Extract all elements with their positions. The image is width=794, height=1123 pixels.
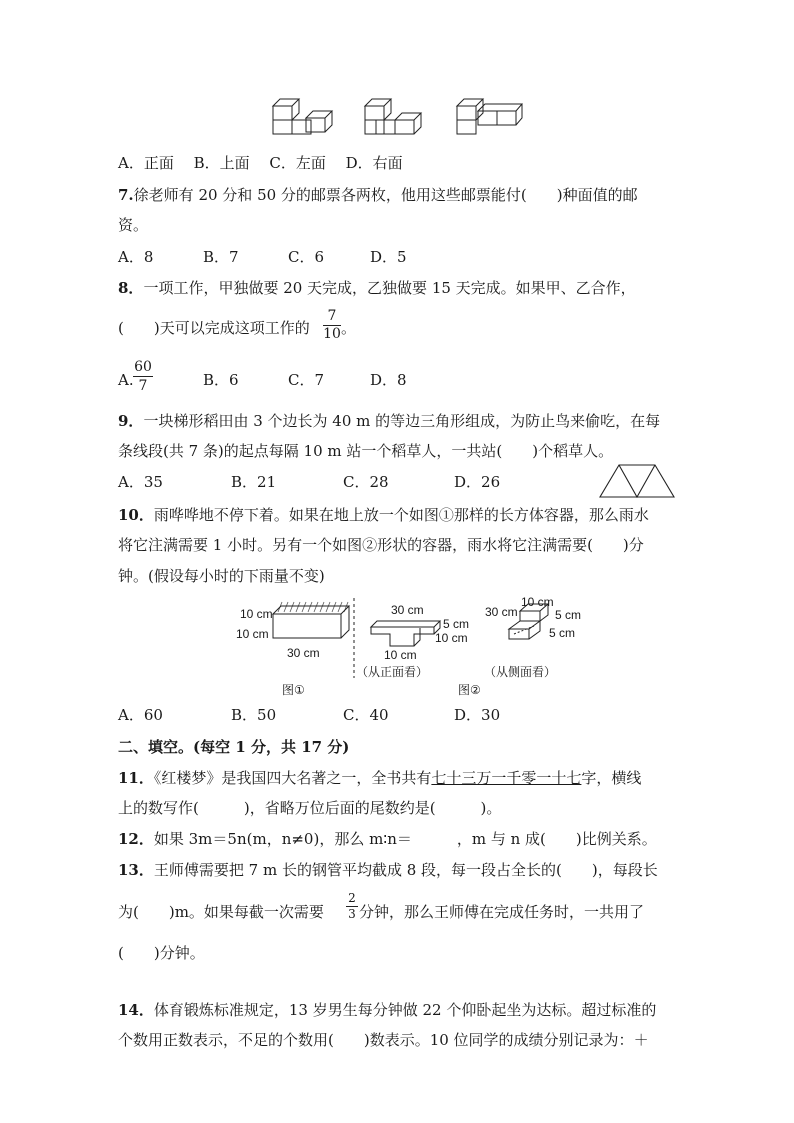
q11-text-b: 字，横线 xyxy=(581,769,642,787)
q12-text: 如果 3m＝5n(m，n≠0)，那么 m∶n＝ ，m 与 n 成( )比例关系。 xyxy=(153,830,657,848)
front-right-2: 10 cm xyxy=(435,631,468,645)
q6-figure-2 xyxy=(364,94,424,140)
q8-option-c: C．7 xyxy=(288,371,325,389)
q13-line2b: 分钟，那么王师傅在完成任务时，一共用了 xyxy=(359,903,645,921)
q11-line2: 上的数写作( )，省略万位后面的尾数约是( )。 xyxy=(118,799,502,817)
front-right-1: 5 cm xyxy=(443,617,470,631)
q13-fraction-num: 2 xyxy=(346,891,358,907)
front-bottom: 10 cm xyxy=(384,648,417,662)
q10-text-1: 雨哗哗地不停下着。如果在地上放一个如图①那样的长方体容器，那么雨水 xyxy=(153,506,649,524)
q8-fraction-den: 10 xyxy=(323,326,341,342)
q10-option-d: D．30 xyxy=(454,706,501,724)
q10-line3: 钟。(假设每小时的下雨量不变) xyxy=(118,567,325,585)
q6-figure-3 xyxy=(456,94,522,140)
q13-line1 xyxy=(118,860,658,880)
q10-option-b: B．50 xyxy=(231,706,277,724)
side-right-1: 5 cm xyxy=(555,608,582,622)
q7-option-b: B．7 xyxy=(203,248,239,266)
q11-number: 11． xyxy=(118,769,154,787)
q8-option-b: B．6 xyxy=(203,371,239,389)
q9-text-1: 一块梯形稻田由 3 个边长为 40 m 的等边三角形组成，为防止鸟来偷吃，在每 xyxy=(143,412,661,430)
q6-figure-1 xyxy=(272,94,332,140)
q8-text-1: 一项工作，甲独做要 20 天完成，乙独做要 15 天完成。如果甲、乙合作， xyxy=(143,279,636,297)
q7-option-a: A．8 xyxy=(118,248,154,266)
q8-line2: ( )天可以完成这项工作的 xyxy=(118,319,310,337)
side-right-2: 5 cm xyxy=(549,626,576,640)
q14-line2: 个数用正数表示，不足的个数用( )数表示。10 位同学的成绩分别记录为：＋ xyxy=(118,1031,649,1049)
q7-line2: 资。 xyxy=(118,216,149,234)
q9-option-d: D．26 xyxy=(454,473,501,491)
q10-line2: 将它注满需要 1 小时。另有一个如图②形状的容器，雨水将它注满需要( )分 xyxy=(118,536,644,554)
q13-fraction-den: 3 xyxy=(348,907,356,921)
q8-period: 。 xyxy=(341,319,357,337)
q8-option-a-fraction xyxy=(133,358,153,395)
front-top: 30 cm xyxy=(391,603,424,617)
q9-option-c: C．28 xyxy=(343,473,389,491)
q8-fraction-num: 7 xyxy=(323,308,341,326)
q13-text-1: 王师傅需要把 7 m 长的钢管平均截成 8 段，每一段占全长的( )，每段长 xyxy=(153,861,658,879)
section-2-heading: 二、填空。(每空 1 分，共 17 分) xyxy=(118,738,350,756)
q11-line1 xyxy=(118,768,641,788)
q14-text-1: 体育锻炼标准规定，13 岁男生每分钟做 22 个仰卧起坐为达标。超过标准的 xyxy=(153,1001,657,1019)
q10-option-a: A．60 xyxy=(118,706,163,724)
q11-underlined-number: 七十三万一千零一十七 xyxy=(431,769,582,787)
q9-number: 9． xyxy=(118,412,144,430)
q10-line1 xyxy=(118,505,649,525)
q8-option-a-num: 60 xyxy=(134,359,152,375)
q8-fraction xyxy=(323,308,341,343)
q9-option-b: B．21 xyxy=(231,473,277,491)
side-top: 10 cm xyxy=(521,595,554,609)
q9-option-a: A．35 xyxy=(118,473,163,491)
q10-option-c: C．40 xyxy=(343,706,389,724)
q12-number: 12． xyxy=(118,830,154,848)
figure-1-length: 30 cm xyxy=(287,646,320,660)
front-view-label: （从正面看） xyxy=(356,665,429,679)
side-view-label: （从侧面看） xyxy=(484,665,557,679)
q13-number: 13． xyxy=(118,861,154,879)
q7-option-c: C．6 xyxy=(288,248,325,266)
q13-line2a: 为( )m。如果每截一次需要 xyxy=(118,903,324,921)
q7-number: 7. xyxy=(118,186,134,204)
q14-line1 xyxy=(118,1000,656,1020)
q7-option-d: D．5 xyxy=(370,248,407,266)
figure-divider xyxy=(353,598,355,678)
q12-line xyxy=(118,829,657,849)
q10-number: 10． xyxy=(118,506,154,524)
q8-option-a-prefix: A. xyxy=(118,371,134,389)
side-left: 30 cm xyxy=(485,605,518,619)
figure-1-height: 10 cm xyxy=(240,607,273,621)
q11-text-a: 《红楼梦》是我国四大名著之一，全书共有 xyxy=(153,769,432,787)
q6-options: A．正面 B．上面 C．左面 D．右面 xyxy=(118,154,403,172)
figure-1-cuboid xyxy=(272,600,356,646)
q8-option-d: D．8 xyxy=(370,371,407,389)
q8-number: 8． xyxy=(118,279,144,297)
q7-text-1: 徐老师有 20 分和 50 分的邮票各两枚，他用这些邮票能付( )种面值的邮 xyxy=(133,186,638,204)
q14-number: 14． xyxy=(118,1001,154,1019)
q8-option-a-den: 7 xyxy=(138,378,148,394)
figure-1-width: 10 cm xyxy=(236,627,269,641)
figure-1-caption: 图① xyxy=(282,683,305,697)
q9-line1 xyxy=(118,411,660,431)
q13-fraction xyxy=(346,891,358,922)
q9-line2: 条线段(共 7 条)的起点每隔 10 m 站一个稻草人，一共站( )个稻草人。 xyxy=(118,442,614,460)
figure-2-caption: 图② xyxy=(458,683,481,697)
q13-line3: ( )分钟。 xyxy=(118,944,205,962)
q7-line1 xyxy=(118,185,638,205)
q8-line1 xyxy=(118,278,636,298)
trapezoid-triangles-figure xyxy=(599,464,675,498)
